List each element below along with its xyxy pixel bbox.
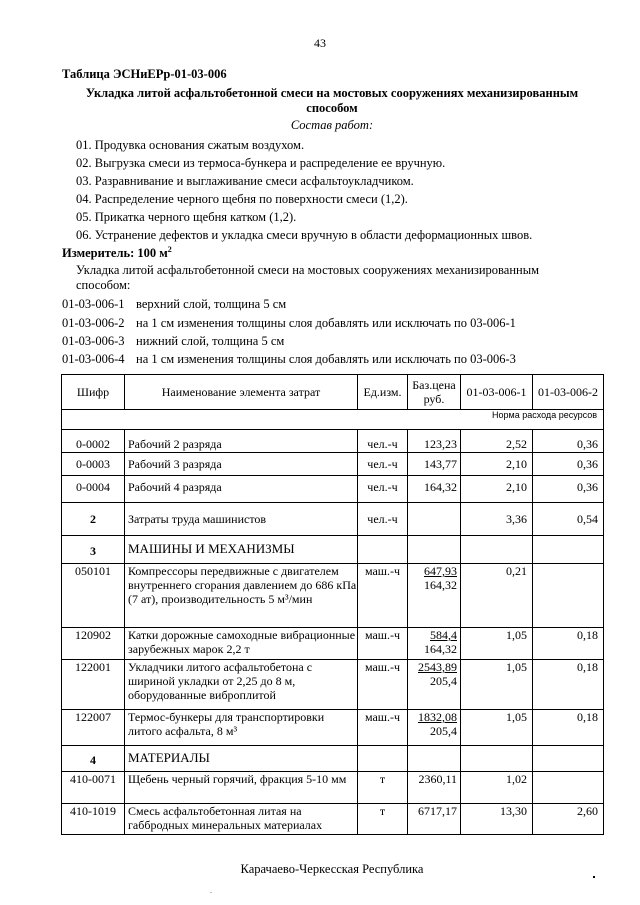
cell-value-2 xyxy=(533,772,604,804)
cell-code: 0-0004 xyxy=(62,476,125,503)
price-main: 1832,08 xyxy=(418,710,457,724)
section-number: 3 xyxy=(62,536,125,564)
section-row xyxy=(62,536,604,564)
cell-value-1: 1,05 xyxy=(461,710,533,746)
cell-price xyxy=(408,503,461,536)
work-item: 01. Продувка основания сжатым воздухом. xyxy=(76,138,305,152)
header-col1: 01-03-006-1 xyxy=(461,375,533,410)
price-secondary: 205,4 xyxy=(430,674,457,688)
cell-unit: чел.-ч xyxy=(358,430,408,453)
cell-value-2: 0,18 xyxy=(533,628,604,660)
cell-unit: чел.-ч xyxy=(358,503,408,536)
variant-row xyxy=(62,352,516,367)
cell-price: 164,32 xyxy=(408,476,461,503)
cell-value-2: 0,36 xyxy=(533,430,604,453)
cell-price: 123,23 xyxy=(408,430,461,453)
empty-cell xyxy=(358,536,408,564)
section-name: МАТЕРИАЛЫ xyxy=(125,746,358,772)
table-row xyxy=(62,660,604,710)
table-row xyxy=(62,476,604,503)
empty-cell xyxy=(408,746,461,772)
cell-unit: маш.-ч xyxy=(358,660,408,710)
cell-unit: чел.-ч xyxy=(358,453,408,476)
composition-label: Состав работ: xyxy=(290,118,374,132)
resource-table xyxy=(61,374,604,835)
variants-description: Укладка литой асфальтобетонной смеси на мостовых сооружениях механизированным способом: xyxy=(76,263,540,292)
norm-row xyxy=(62,410,604,430)
cell-value-1: 3,36 xyxy=(461,503,533,536)
table-row xyxy=(62,628,604,660)
norm-label: Норма расхода ресурсов xyxy=(62,410,604,430)
variant-row xyxy=(62,297,286,312)
table-header-row xyxy=(62,375,604,410)
cell-value-1: 1,02 xyxy=(461,772,533,804)
section-row xyxy=(62,746,604,772)
page-number: 43 xyxy=(314,36,326,50)
table-row xyxy=(62,772,604,804)
empty-cell xyxy=(461,536,533,564)
cell-unit: маш.-ч xyxy=(358,564,408,628)
cell-value-2: 0,18 xyxy=(533,710,604,746)
cell-name: Катки дорожные самоходные вибрационные зарубежных марок 2,2 т xyxy=(125,628,358,660)
cell-code: 122001 xyxy=(62,660,125,710)
scan-mark xyxy=(210,892,212,893)
empty-cell xyxy=(533,746,604,772)
work-item: 04. Распределение черного щебня по поверхности смеси (1,2). xyxy=(76,192,408,206)
page-footer: Карачаево-Черкесская Республика xyxy=(240,862,424,876)
table-row xyxy=(62,564,604,628)
variant-code: 01-03-006-2 xyxy=(62,316,125,330)
work-item: 06. Устранение дефектов и укладка смеси вручную в области деформационных швов. xyxy=(76,228,533,242)
price-secondary: 164,32 xyxy=(424,642,457,656)
variant-text: на 1 см изменения толщины слоя добавлять или исключать по 03-006-3 xyxy=(136,352,516,366)
cell-unit: маш.-ч xyxy=(358,628,408,660)
cell-value-2: 0,54 xyxy=(533,503,604,536)
cell-value-2: 2,60 xyxy=(533,804,604,835)
price-secondary: 164,32 xyxy=(424,578,457,592)
cell-code: 0-0003 xyxy=(62,453,125,476)
section-name: Затраты труда машинистов xyxy=(125,503,358,536)
cell-code: 122007 xyxy=(62,710,125,746)
table-row xyxy=(62,453,604,476)
cell-price xyxy=(408,564,461,628)
work-item: 03. Разравнивание и выглаживание смеси асфальтоукладчиком. xyxy=(76,174,414,188)
cell-value-2: 0,36 xyxy=(533,453,604,476)
price-secondary: 205,4 xyxy=(430,724,457,738)
table-title: Укладка литой асфальтобетонной смеси на мостовых сооружениях механизированным способом xyxy=(85,86,579,115)
cell-value-1: 13,30 xyxy=(461,804,533,835)
cell-name: Термос-бункеры для транспортировки литого асфальта, 8 м³ xyxy=(125,710,358,746)
meter-label: Измеритель: 100 $м^2$ xyxy=(62,245,172,261)
cell-value-1: 0,21 xyxy=(461,564,533,628)
header-unit: Ед.изм. xyxy=(358,375,408,410)
table-code: Таблица ЭСНиЕРр-01-03-006 xyxy=(62,67,227,81)
empty-cell xyxy=(358,746,408,772)
cell-price xyxy=(408,660,461,710)
variant-row xyxy=(62,316,516,331)
cell-name: Рабочий 3 разряда xyxy=(125,453,358,476)
cell-price xyxy=(408,710,461,746)
cell-value-1: 1,05 xyxy=(461,660,533,710)
price-main: 584,4 xyxy=(430,628,457,642)
cell-unit: маш.-ч xyxy=(358,710,408,746)
cell-unit: чел.-ч xyxy=(358,476,408,503)
cell-value-2: 0,36 xyxy=(533,476,604,503)
empty-cell xyxy=(533,536,604,564)
header-price: Баз.цена руб. xyxy=(408,375,461,410)
cell-price xyxy=(408,628,461,660)
variant-code: 01-03-006-3 xyxy=(62,334,125,348)
cell-code: 120902 xyxy=(62,628,125,660)
cell-value-1: 2,10 xyxy=(461,453,533,476)
header-col2: 01-03-006-2 xyxy=(533,375,604,410)
cell-unit: т xyxy=(358,772,408,804)
cell-name: Рабочий 4 разряда xyxy=(125,476,358,503)
cell-name: Щебень черный горячий, фракция 5-10 мм xyxy=(125,772,358,804)
scan-dot xyxy=(593,876,595,878)
cell-price: 6717,17 xyxy=(408,804,461,835)
cell-price: 143,77 xyxy=(408,453,461,476)
cell-code: 0-0002 xyxy=(62,430,125,453)
cell-price: 2360,11 xyxy=(408,772,461,804)
section-number: 4 xyxy=(62,746,125,772)
cell-name: Компрессоры передвижные с двигателем внутреннего сгорания давлением до 686 кПа (7 ат), производительность 5 м³/мин xyxy=(125,564,358,628)
cell-unit: т xyxy=(358,804,408,835)
cell-name: Рабочий 2 разряда xyxy=(125,430,358,453)
cell-code: 410-0071 xyxy=(62,772,125,804)
header-code: Шифр xyxy=(62,375,125,410)
cell-name: Смесь асфальтобетонная литая на габбродных минеральных материалах xyxy=(125,804,358,835)
cell-value-2: 0,18 xyxy=(533,660,604,710)
variant-text: верхний слой, толщина 5 см xyxy=(136,297,287,311)
variant-code: 01-03-006-4 xyxy=(62,352,125,366)
empty-cell xyxy=(408,536,461,564)
header-name: Наименование элемента затрат xyxy=(125,375,358,410)
table-row xyxy=(62,804,604,835)
cell-value-1: 1,05 xyxy=(461,628,533,660)
price-main: 647,93 xyxy=(424,564,457,578)
variant-text: на 1 см изменения толщины слоя добавлять или исключать по 03-006-1 xyxy=(136,316,516,330)
variant-code: 01-03-006-1 xyxy=(62,297,125,311)
cell-value-1: 2,10 xyxy=(461,476,533,503)
empty-cell xyxy=(461,746,533,772)
work-item: 05. Прикатка черного щебня катком (1,2). xyxy=(76,210,297,224)
cell-value-2 xyxy=(533,564,604,628)
cell-name: Укладчики литого асфальтобетона с шириной укладки от 2,25 до 8 м, оборудованные виброплитой xyxy=(125,660,358,710)
cell-value-1: 2,52 xyxy=(461,430,533,453)
section-name: МАШИНЫ И МЕХАНИЗМЫ xyxy=(125,536,358,564)
variant-text: нижний слой, толщина 5 см xyxy=(136,334,285,348)
work-item: 02. Выгрузка смеси из термоса-бункера и распределение ее вручную. xyxy=(76,156,446,170)
cell-code: 410-1019 xyxy=(62,804,125,835)
section-row xyxy=(62,503,604,536)
section-number: 2 xyxy=(62,503,125,536)
price-main: 2543,89 xyxy=(418,660,457,674)
variant-row xyxy=(62,334,284,349)
cell-code: 050101 xyxy=(62,564,125,628)
table-row xyxy=(62,710,604,746)
table-row xyxy=(62,430,604,453)
